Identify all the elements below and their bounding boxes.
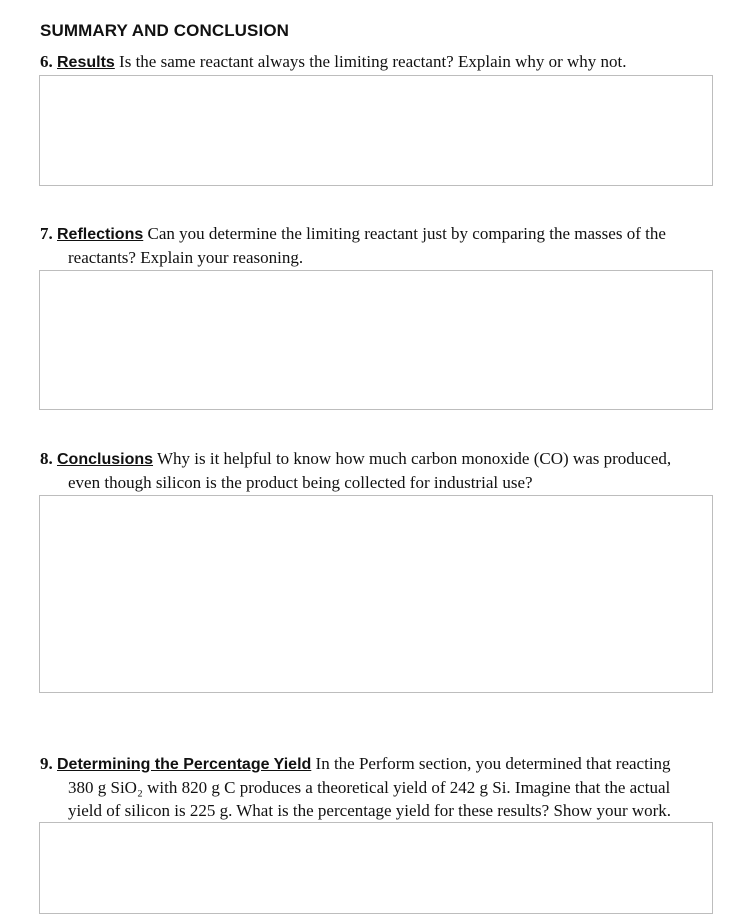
question-text-continued: yield of silicon is 225 g. What is the percentage yield for these results? Show your work. bbox=[68, 801, 672, 820]
answer-box-9[interactable] bbox=[39, 822, 713, 914]
section-heading: SUMMARY AND CONCLUSION bbox=[40, 21, 290, 40]
question-label: Results bbox=[57, 54, 115, 71]
answer-box-7[interactable] bbox=[39, 270, 713, 410]
question-8 bbox=[40, 447, 720, 494]
question-number: 6. bbox=[40, 52, 53, 71]
answer-box-6[interactable] bbox=[39, 75, 713, 186]
question-number: 9. bbox=[40, 754, 53, 773]
question-text: Why is it helpful to know how much carbon monoxide (CO) was produced, bbox=[153, 449, 672, 468]
question-label: Conclusions bbox=[57, 451, 154, 468]
question-label: Determining the Percentage Yield bbox=[57, 756, 312, 773]
question-text-continued: even though silicon is the product being collected for industrial use? bbox=[68, 473, 533, 492]
question-7 bbox=[40, 222, 720, 269]
question-label: Reflections bbox=[57, 226, 144, 243]
question-number: 8. bbox=[40, 449, 53, 468]
question-text: Can you determine the limiting reactant just by comparing the masses of the bbox=[143, 224, 666, 243]
answer-box-8[interactable] bbox=[39, 495, 713, 693]
question-number: 7. bbox=[40, 224, 53, 243]
question-9 bbox=[40, 752, 720, 822]
question-text: Is the same reactant always the limiting reactant? Explain why or why not. bbox=[114, 52, 627, 71]
question-text-continued: 380 g SiO₂ with 820 g C produces a theoretical yield of 242 g Si. Imagine that the actual bbox=[68, 778, 671, 797]
question-6 bbox=[40, 50, 720, 74]
question-text-continued: reactants? Explain your reasoning. bbox=[68, 248, 304, 267]
question-text: In the Perform section, you determined that reacting bbox=[311, 754, 671, 773]
